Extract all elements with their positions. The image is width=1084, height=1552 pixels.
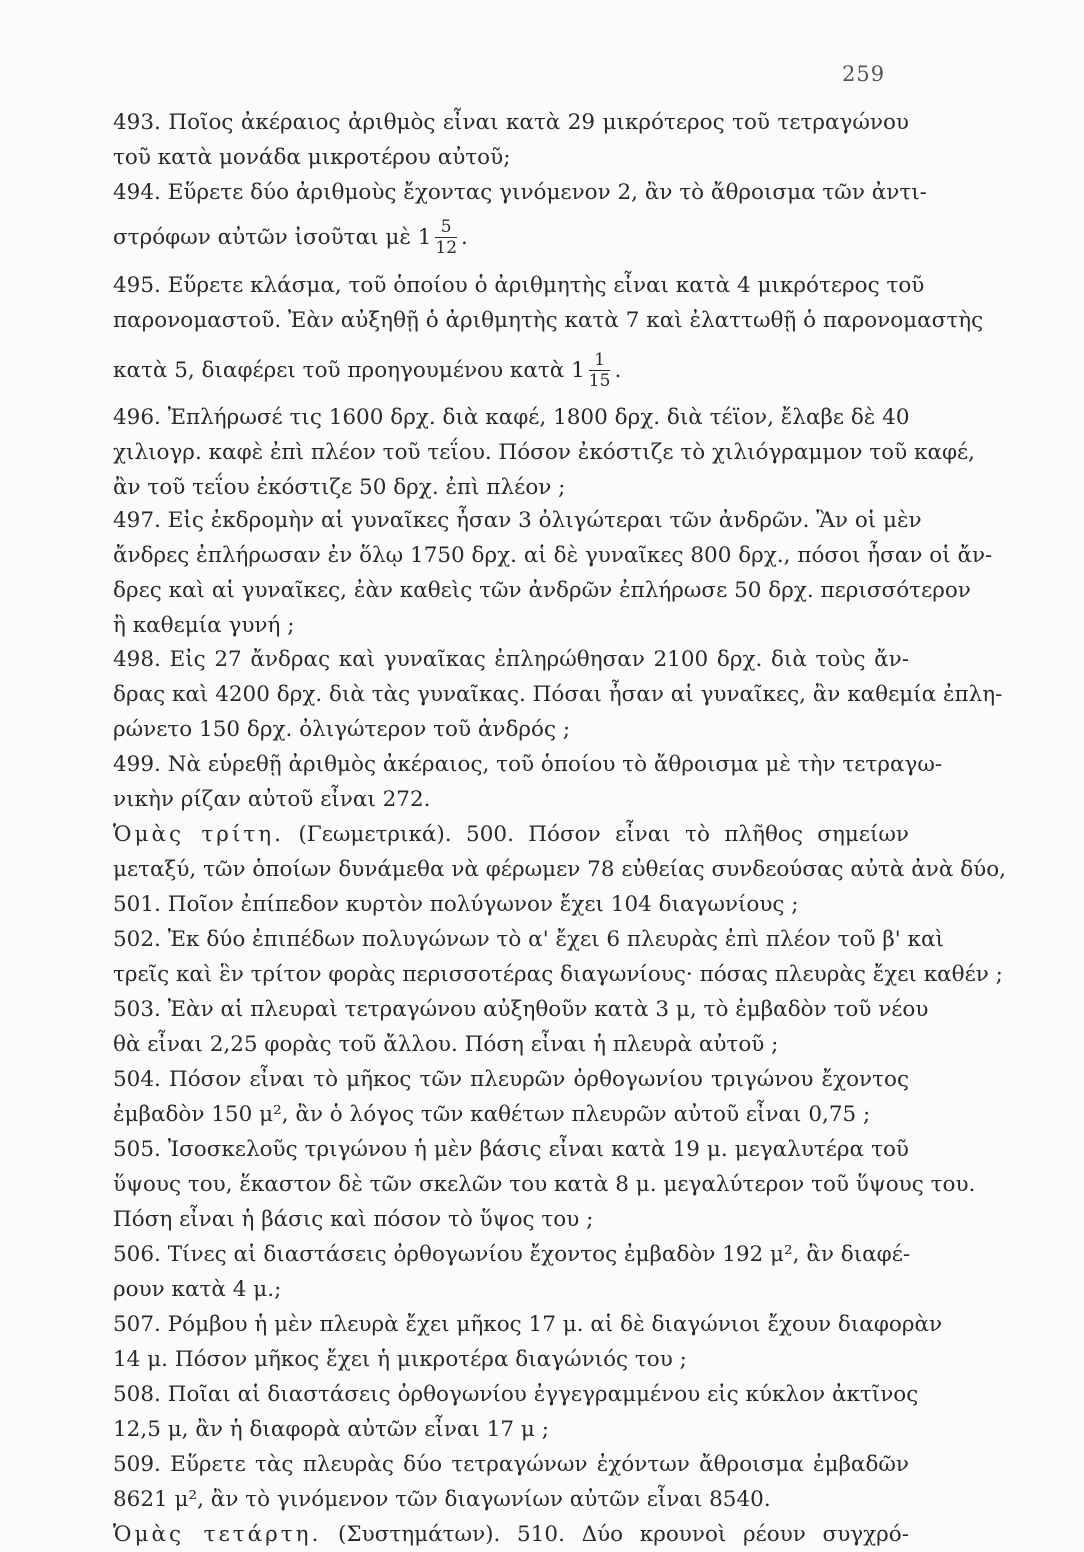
- text-line: [113, 888, 909, 922]
- line-text: 493. Ποῖος ἀκέραιος ἀριθμὸς εἶναι κατὰ 29 μικρότερος τοῦ τετραγώνου: [113, 110, 909, 135]
- fraction-denominator: 15: [588, 371, 611, 391]
- line-text: δρες καὶ αἱ γυναῖκες, ἐὰν καθεὶς τῶν ἀνδρῶν ἐπλήρωσε 50 δρχ. περισσότερον: [113, 578, 971, 603]
- text-line: [113, 713, 909, 747]
- line-text: 507. Ρόμβου ἡ μὲν πλευρὰ ἔχει μῆκος 17 μ. αἱ δὲ διαγώνιοι ἔχουν διαφορὰν: [113, 1312, 943, 1337]
- text-line: [113, 176, 927, 210]
- line-text: 499. Νὰ εὑρεθῇ ἀριθμὸς ἀκέραιος, τοῦ ὁποίου τὸ ἄθροισμα μὲ τὴν τετραγω-: [113, 752, 943, 777]
- text-line: [113, 1133, 909, 1167]
- line-text: 498. Εἰς 27 ἄνδρας καὶ γυναῖκας ἐπληρώθησαν 2100 δρχ. διὰ τοὺς ἄν-: [113, 647, 909, 672]
- text-line: [113, 1308, 943, 1342]
- line-text: 506. Τίνες αἱ διαστάσεις ὀρθογωνίου ἔχοντος ἐμβαδὸν 192 μ², ἂν διαφέ-: [113, 1242, 911, 1267]
- line-text: .: [461, 225, 468, 250]
- line-text: (Συστημάτων). 510. Δύο κρουνοὶ ρέουν συγχρό-: [338, 1522, 909, 1547]
- page-number: 259: [842, 62, 886, 86]
- line-text: νικὴν ρίζαν αὐτοῦ εἶναι 272.: [113, 787, 431, 812]
- text-line: [113, 1238, 909, 1272]
- text-line: [113, 923, 944, 957]
- line-text: ἄνδρες ἐπλήρωσαν ἐν ὅλῳ 1750 δρχ. αἱ δὲ γυναῖκες 800 δρχ., πόσοι ἦσαν οἱ ἄν-: [113, 543, 993, 568]
- line-text: τοῦ κατὰ μονάδα μικροτέρου αὐτοῦ;: [113, 145, 511, 170]
- line-text: 12,5 μ, ἂν ἡ διαφορὰ αὐτῶν εἶναι 17 μ ;: [113, 1417, 549, 1442]
- text-line: [113, 141, 909, 175]
- line-text: ρώνετο 150 δρχ. ὀλιγώτερον τοῦ ἀνδρός ;: [113, 717, 571, 742]
- text-line: [113, 748, 943, 782]
- line-text: 494. Εὕρετε δύο ἀριθμοὺς ἔχοντας γινόμενον 2, ἂν τὸ ἄθροισμα τῶν ἀντι-: [113, 180, 927, 205]
- line-text: θὰ εἶναι 2,25 φορὰς τοῦ ἄλλου. Πόση εἶναι ἡ πλευρὰ αὐτοῦ ;: [113, 1032, 779, 1057]
- text-line: [113, 958, 1003, 992]
- fraction-denominator: 12: [435, 238, 458, 258]
- text-line: [113, 1378, 919, 1412]
- line-text: 501. Ποῖον ἐπίπεδον κυρτὸν πολύγωνον ἔχει 104 διαγωνίους ;: [113, 892, 799, 917]
- text-line: [113, 1203, 909, 1237]
- text-line: [113, 304, 984, 338]
- line-text: .: [614, 358, 622, 383]
- text-line: [113, 1063, 909, 1097]
- line-text: 14 μ. Πόσον μῆκος ἔχει ἡ μικροτέρα διαγώνιός του ;: [113, 1347, 687, 1372]
- line-text: δρας καὶ 4200 δρχ. διὰ τὰς γυναῖκας. Πόσαι ἦσαν αἱ γυναῖκες, ἂν καθεμία ἐπλη-: [113, 682, 1003, 707]
- fraction-numerator: 1: [589, 352, 611, 371]
- text-line: [113, 574, 971, 608]
- text-line: [113, 539, 993, 573]
- line-text: ὕψους του, ἕκαστον δὲ τῶν σκελῶν του κατὰ 8 μ. μεγαλύτερον τοῦ ὕψους του.: [113, 1172, 976, 1197]
- section-heading: Ὁμὰς τετάρτη.: [113, 1522, 322, 1547]
- text-line: [113, 1168, 976, 1202]
- text-line: [113, 678, 1003, 712]
- text-line: [113, 609, 909, 643]
- section-heading: Ὁμὰς τρίτη.: [113, 822, 284, 847]
- text-line: [113, 1518, 909, 1552]
- line-text: ρουν κατὰ 4 μ.;: [113, 1277, 282, 1302]
- text-line: [113, 215, 909, 261]
- line-text: 497. Εἰς ἐκδρομὴν αἱ γυναῖκες ἦσαν 3 ὀλιγώτεραι τῶν ἀνδρῶν. Ἂν οἱ μὲν: [113, 508, 922, 533]
- text-line: [113, 1483, 909, 1517]
- line-text: 8621 μ², ἂν τὸ γινόμενον τῶν διαγωνίων αὐτῶν εἶναι 8540.: [113, 1487, 771, 1512]
- text-line: [113, 643, 909, 677]
- line-text: (Γεωμετρικά). 500. Πόσον εἶναι τὸ πλῆθος σημείων: [298, 822, 909, 847]
- line-text: τρεῖς καὶ ἓν τρίτον φορὰς περισσοτέρας διαγωνίους· πόσας πλευρὰς ἔχει καθέν ;: [113, 962, 1003, 987]
- text-line: [113, 436, 975, 470]
- fraction-numerator: 5: [435, 219, 457, 238]
- line-text: 505. Ἰσοσκελοῦς τριγώνου ἡ μὲν βάσις εἶναι κατὰ 19 μ. μεγαλυτέρα τοῦ: [113, 1137, 909, 1162]
- text-line: [113, 1448, 909, 1482]
- text-line: [113, 269, 925, 303]
- line-text: 509. Εὕρετε τὰς πλευρὰς δύο τετραγώνων ἐχόντων ἄθροισμα ἐμβαδῶν: [113, 1452, 909, 1477]
- text-line: [113, 504, 922, 538]
- text-line: [113, 1343, 909, 1377]
- line-text: χιλιογρ. καφὲ ἐπὶ πλέον τοῦ τεΐου. Πόσον ἐκόστιζε τὸ χιλιόγραμμον τοῦ καφέ,: [113, 440, 975, 465]
- line-text: μεταξύ, τῶν ὁποίων δυνάμεθα νὰ φέρωμεν 78 εὐθείας συνδεούσας αὐτὰ ἀνὰ δύο,: [113, 857, 1006, 882]
- text-line: [113, 783, 909, 817]
- line-text: κατὰ 5, διαφέρει τοῦ προηγουμένου κατὰ 1: [113, 358, 585, 383]
- fraction: [435, 219, 457, 257]
- line-text: 496. Ἐπλήρωσέ τις 1600 δρχ. διὰ καφέ, 1800 δρχ. διὰ τέϊον, ἔλαβε δὲ 40: [113, 405, 910, 430]
- line-text: παρονομαστοῦ. Ἐὰν αὐξηθῇ ὁ ἀριθμητὴς κατὰ 7 καὶ ἐλαττωθῇ ὁ παρονομαστὴς: [113, 308, 984, 333]
- line-text: Πόση εἶναι ἡ βάσις καὶ πόσον τὸ ὕψος του ;: [113, 1207, 594, 1232]
- line-text: 504. Πόσον εἶναι τὸ μῆκος τῶν πλευρῶν ὀρθογωνίου τριγώνου ἔχοντος: [113, 1067, 909, 1092]
- line-text: ἢ καθεμία γυνή ;: [113, 613, 295, 638]
- line-text: 503. Ἐὰν αἱ πλευραὶ τετραγώνου αὐξηθοῦν κατὰ 3 μ, τὸ ἐμβαδὸν τοῦ νέου: [113, 997, 929, 1022]
- text-line: [113, 471, 909, 505]
- fraction: [589, 352, 611, 390]
- text-line: [113, 348, 909, 394]
- line-text: 495. Εὕρετε κλάσμα, τοῦ ὁποίου ὁ ἀριθμητὴς εἶναι κατὰ 4 μικρότερος τοῦ: [113, 273, 925, 298]
- text-line: [113, 1028, 909, 1062]
- line-text: ἂν τοῦ τεΐου ἐκόστιζε 50 δρχ. ἐπὶ πλέον ;: [113, 475, 566, 500]
- text-line: [113, 1273, 909, 1307]
- text-line: [113, 993, 929, 1027]
- line-text: ἐμβαδὸν 150 μ², ἂν ὁ λόγος τῶν καθέτων πλευρῶν αὐτοῦ εἶναι 0,75 ;: [113, 1102, 871, 1127]
- line-text: 502. Ἐκ δύο ἐπιπέδων πολυγώνων τὸ α' ἔχει 6 πλευρὰς ἐπὶ πλέον τοῦ β' καὶ: [113, 927, 944, 952]
- text-line: [113, 106, 909, 140]
- text-line: [113, 1098, 909, 1132]
- line-text: στρόφων αὐτῶν ἰσοῦται μὲ 1: [113, 225, 432, 250]
- text-line: [113, 853, 1006, 887]
- line-text: 508. Ποῖαι αἱ διαστάσεις ὀρθογωνίου ἐγγεγραμμένου εἰς κύκλον ἀκτῖνος: [113, 1382, 919, 1407]
- text-line: [113, 1413, 909, 1447]
- text-line: [113, 401, 909, 435]
- text-line: [113, 818, 909, 852]
